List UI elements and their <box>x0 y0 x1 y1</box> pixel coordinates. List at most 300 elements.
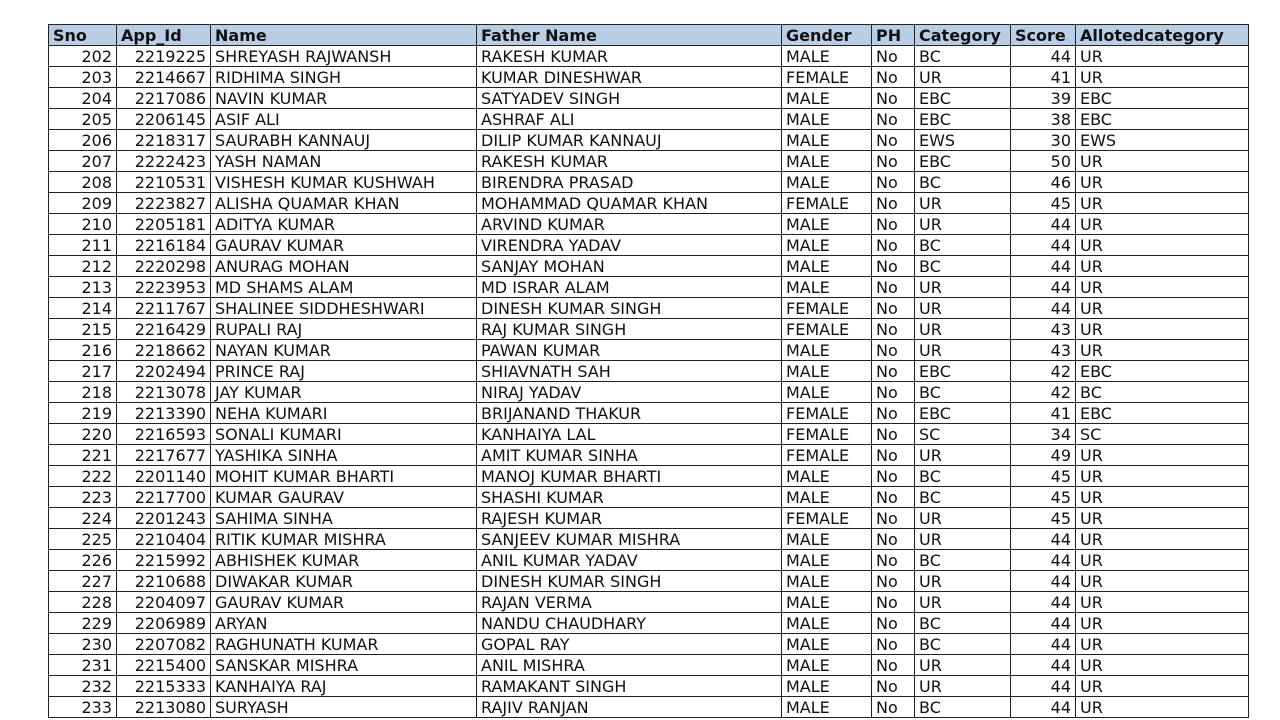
cell-gender: MALE <box>782 697 872 718</box>
cell-score: 46 <box>1011 172 1076 193</box>
cell-gender: MALE <box>782 529 872 550</box>
cell-name: PRINCE RAJ <box>211 361 477 382</box>
cell-gender: FEMALE <box>782 298 872 319</box>
cell-category: BC <box>915 172 1011 193</box>
cell-gender: MALE <box>782 130 872 151</box>
cell-father-name: NIRAJ YADAV <box>477 382 782 403</box>
cell-ph: No <box>872 319 915 340</box>
cell-name: MD SHAMS ALAM <box>211 277 477 298</box>
cell-alloted-category: UR <box>1076 487 1249 508</box>
cell-ph: No <box>872 193 915 214</box>
cell-ph: No <box>872 634 915 655</box>
cell-app-id: 2216429 <box>117 319 211 340</box>
cell-gender: MALE <box>782 172 872 193</box>
cell-ph: No <box>872 214 915 235</box>
cell-father-name: SANJEEV KUMAR MISHRA <box>477 529 782 550</box>
cell-gender: MALE <box>782 487 872 508</box>
cell-alloted-category: UR <box>1076 613 1249 634</box>
cell-ph: No <box>872 130 915 151</box>
table-row <box>49 487 1249 508</box>
cell-app-id: 2215333 <box>117 676 211 697</box>
cell-sno: 207 <box>49 151 117 172</box>
table-row <box>49 277 1249 298</box>
cell-father-name: ARVIND KUMAR <box>477 214 782 235</box>
cell-alloted-category: SC <box>1076 424 1249 445</box>
cell-name: JAY KUMAR <box>211 382 477 403</box>
cell-father-name: ANIL MISHRA <box>477 655 782 676</box>
cell-alloted-category: UR <box>1076 172 1249 193</box>
cell-name: ARYAN <box>211 613 477 634</box>
cell-father-name: PAWAN KUMAR <box>477 340 782 361</box>
cell-alloted-category: UR <box>1076 697 1249 718</box>
table-row <box>49 676 1249 697</box>
cell-score: 45 <box>1011 487 1076 508</box>
cell-category: UR <box>915 676 1011 697</box>
cell-category: UR <box>915 529 1011 550</box>
cell-ph: No <box>872 340 915 361</box>
cell-alloted-category: UR <box>1076 235 1249 256</box>
cell-name: YASH NAMAN <box>211 151 477 172</box>
cell-score: 44 <box>1011 277 1076 298</box>
cell-ph: No <box>872 256 915 277</box>
cell-score: 34 <box>1011 424 1076 445</box>
cell-father-name: BRIJANAND THAKUR <box>477 403 782 424</box>
cell-app-id: 2201243 <box>117 508 211 529</box>
cell-ph: No <box>872 277 915 298</box>
cell-category: BC <box>915 550 1011 571</box>
cell-score: 44 <box>1011 235 1076 256</box>
cell-gender: MALE <box>782 655 872 676</box>
cell-father-name: MANOJ KUMAR BHARTI <box>477 466 782 487</box>
cell-name: NEHA KUMARI <box>211 403 477 424</box>
cell-ph: No <box>872 46 915 67</box>
cell-score: 43 <box>1011 340 1076 361</box>
cell-gender: MALE <box>782 613 872 634</box>
cell-name: ASIF ALI <box>211 109 477 130</box>
table-row <box>49 193 1249 214</box>
cell-score: 45 <box>1011 508 1076 529</box>
table-row <box>49 424 1249 445</box>
cell-gender: MALE <box>782 676 872 697</box>
cell-ph: No <box>872 382 915 403</box>
cell-category: UR <box>915 214 1011 235</box>
cell-father-name: DILIP KUMAR KANNAUJ <box>477 130 782 151</box>
cell-alloted-category: UR <box>1076 634 1249 655</box>
table-row <box>49 67 1249 88</box>
table-body <box>49 46 1249 718</box>
cell-app-id: 2217677 <box>117 445 211 466</box>
cell-app-id: 2223827 <box>117 193 211 214</box>
cell-sno: 209 <box>49 193 117 214</box>
cell-ph: No <box>872 235 915 256</box>
cell-app-id: 2206989 <box>117 613 211 634</box>
cell-gender: MALE <box>782 634 872 655</box>
cell-alloted-category: UR <box>1076 508 1249 529</box>
cell-ph: No <box>872 151 915 172</box>
cell-gender: FEMALE <box>782 445 872 466</box>
cell-gender: MALE <box>782 235 872 256</box>
cell-ph: No <box>872 424 915 445</box>
cell-app-id: 2211767 <box>117 298 211 319</box>
cell-app-id: 2213078 <box>117 382 211 403</box>
cell-name: RUPALI RAJ <box>211 319 477 340</box>
table-row <box>49 655 1249 676</box>
table-row <box>49 592 1249 613</box>
cell-category: BC <box>915 235 1011 256</box>
cell-sno: 220 <box>49 424 117 445</box>
cell-ph: No <box>872 67 915 88</box>
cell-alloted-category: UR <box>1076 466 1249 487</box>
cell-category: UR <box>915 319 1011 340</box>
cell-score: 41 <box>1011 403 1076 424</box>
table-row <box>49 697 1249 718</box>
cell-score: 45 <box>1011 466 1076 487</box>
cell-app-id: 2223953 <box>117 277 211 298</box>
cell-alloted-category: UR <box>1076 550 1249 571</box>
cell-gender: FEMALE <box>782 67 872 88</box>
cell-father-name: DINESH KUMAR SINGH <box>477 298 782 319</box>
cell-alloted-category: UR <box>1076 214 1249 235</box>
cell-score: 44 <box>1011 571 1076 592</box>
cell-category: BC <box>915 634 1011 655</box>
cell-name: ANURAG MOHAN <box>211 256 477 277</box>
cell-name: SANSKAR MISHRA <box>211 655 477 676</box>
cell-sno: 222 <box>49 466 117 487</box>
cell-name: SONALI KUMARI <box>211 424 477 445</box>
cell-gender: MALE <box>782 571 872 592</box>
cell-category: BC <box>915 487 1011 508</box>
cell-name: ADITYA KUMAR <box>211 214 477 235</box>
cell-name: SURYASH <box>211 697 477 718</box>
cell-ph: No <box>872 172 915 193</box>
cell-score: 44 <box>1011 634 1076 655</box>
cell-score: 49 <box>1011 445 1076 466</box>
cell-name: VISHESH KUMAR KUSHWAH <box>211 172 477 193</box>
header-row <box>49 25 1249 46</box>
cell-sno: 215 <box>49 319 117 340</box>
cell-sno: 216 <box>49 340 117 361</box>
cell-father-name: RAJIV RANJAN <box>477 697 782 718</box>
cell-app-id: 2216593 <box>117 424 211 445</box>
cell-category: EBC <box>915 109 1011 130</box>
cell-father-name: SANJAY MOHAN <box>477 256 782 277</box>
cell-alloted-category: UR <box>1076 571 1249 592</box>
cell-app-id: 2214667 <box>117 67 211 88</box>
cell-father-name: RAKESH KUMAR <box>477 46 782 67</box>
header-category: Category <box>915 25 1011 46</box>
cell-alloted-category: UR <box>1076 67 1249 88</box>
cell-score: 39 <box>1011 88 1076 109</box>
cell-score: 41 <box>1011 67 1076 88</box>
cell-name: DIWAKAR KUMAR <box>211 571 477 592</box>
cell-ph: No <box>872 613 915 634</box>
cell-score: 44 <box>1011 697 1076 718</box>
cell-father-name: RAKESH KUMAR <box>477 151 782 172</box>
cell-sno: 202 <box>49 46 117 67</box>
cell-score: 42 <box>1011 361 1076 382</box>
cell-gender: MALE <box>782 466 872 487</box>
cell-father-name: ANIL KUMAR YADAV <box>477 550 782 571</box>
cell-category: UR <box>915 67 1011 88</box>
cell-alloted-category: EBC <box>1076 403 1249 424</box>
cell-score: 43 <box>1011 319 1076 340</box>
cell-ph: No <box>872 592 915 613</box>
cell-father-name: BIRENDRA PRASAD <box>477 172 782 193</box>
cell-sno: 204 <box>49 88 117 109</box>
header-sno: Sno <box>49 25 117 46</box>
cell-sno: 227 <box>49 571 117 592</box>
cell-app-id: 2219225 <box>117 46 211 67</box>
cell-app-id: 2216184 <box>117 235 211 256</box>
cell-name: KUMAR GAURAV <box>211 487 477 508</box>
cell-category: UR <box>915 592 1011 613</box>
cell-gender: FEMALE <box>782 193 872 214</box>
cell-app-id: 2217700 <box>117 487 211 508</box>
cell-app-id: 2217086 <box>117 88 211 109</box>
header-app-id: App_Id <box>117 25 211 46</box>
cell-ph: No <box>872 403 915 424</box>
cell-father-name: AMIT KUMAR SINHA <box>477 445 782 466</box>
cell-score: 38 <box>1011 109 1076 130</box>
cell-app-id: 2220298 <box>117 256 211 277</box>
cell-name: ABHISHEK KUMAR <box>211 550 477 571</box>
cell-alloted-category: UR <box>1076 592 1249 613</box>
cell-category: EBC <box>915 361 1011 382</box>
cell-ph: No <box>872 88 915 109</box>
cell-alloted-category: UR <box>1076 298 1249 319</box>
cell-gender: MALE <box>782 550 872 571</box>
cell-father-name: NANDU CHAUDHARY <box>477 613 782 634</box>
cell-name: GAURAV KUMAR <box>211 592 477 613</box>
cell-sno: 232 <box>49 676 117 697</box>
cell-gender: MALE <box>782 256 872 277</box>
cell-ph: No <box>872 445 915 466</box>
cell-app-id: 2215992 <box>117 550 211 571</box>
cell-father-name: RAJESH KUMAR <box>477 508 782 529</box>
cell-father-name: MOHAMMAD QUAMAR KHAN <box>477 193 782 214</box>
cell-ph: No <box>872 676 915 697</box>
cell-alloted-category: UR <box>1076 529 1249 550</box>
cell-father-name: SHIAVNATH SAH <box>477 361 782 382</box>
cell-father-name: MD ISRAR ALAM <box>477 277 782 298</box>
cell-category: UR <box>915 655 1011 676</box>
table-row <box>49 151 1249 172</box>
cell-sno: 211 <box>49 235 117 256</box>
cell-father-name: RAMAKANT SINGH <box>477 676 782 697</box>
cell-name: NAYAN KUMAR <box>211 340 477 361</box>
cell-father-name: RAJ KUMAR SINGH <box>477 319 782 340</box>
cell-app-id: 2206145 <box>117 109 211 130</box>
cell-gender: MALE <box>782 88 872 109</box>
table-row <box>49 298 1249 319</box>
table-row <box>49 445 1249 466</box>
cell-name: SAHIMA SINHA <box>211 508 477 529</box>
cell-gender: MALE <box>782 592 872 613</box>
cell-alloted-category: UR <box>1076 151 1249 172</box>
cell-score: 50 <box>1011 151 1076 172</box>
cell-sno: 233 <box>49 697 117 718</box>
cell-father-name: DINESH KUMAR SINGH <box>477 571 782 592</box>
cell-sno: 226 <box>49 550 117 571</box>
cell-gender: MALE <box>782 109 872 130</box>
table-row <box>49 529 1249 550</box>
cell-alloted-category: UR <box>1076 277 1249 298</box>
cell-sno: 223 <box>49 487 117 508</box>
cell-name: SAURABH KANNAUJ <box>211 130 477 151</box>
cell-gender: MALE <box>782 46 872 67</box>
cell-sno: 217 <box>49 361 117 382</box>
cell-category: EBC <box>915 88 1011 109</box>
header-ph: PH <box>872 25 915 46</box>
table-row <box>49 466 1249 487</box>
cell-alloted-category: UR <box>1076 319 1249 340</box>
cell-ph: No <box>872 466 915 487</box>
cell-app-id: 2210531 <box>117 172 211 193</box>
cell-name: GAURAV KUMAR <box>211 235 477 256</box>
header-father-name: Father Name <box>477 25 782 46</box>
cell-gender: FEMALE <box>782 424 872 445</box>
cell-sno: 228 <box>49 592 117 613</box>
cell-alloted-category: UR <box>1076 256 1249 277</box>
cell-ph: No <box>872 109 915 130</box>
cell-app-id: 2205181 <box>117 214 211 235</box>
table-row <box>49 571 1249 592</box>
header-score: Score <box>1011 25 1076 46</box>
cell-ph: No <box>872 529 915 550</box>
cell-app-id: 2204097 <box>117 592 211 613</box>
cell-category: BC <box>915 382 1011 403</box>
cell-gender: MALE <box>782 214 872 235</box>
cell-category: UR <box>915 508 1011 529</box>
table-row <box>49 403 1249 424</box>
cell-sno: 214 <box>49 298 117 319</box>
cell-category: SC <box>915 424 1011 445</box>
cell-app-id: 2213080 <box>117 697 211 718</box>
table-row <box>49 550 1249 571</box>
table-row <box>49 508 1249 529</box>
cell-gender: MALE <box>782 340 872 361</box>
cell-sno: 231 <box>49 655 117 676</box>
table-row <box>49 319 1249 340</box>
cell-alloted-category: UR <box>1076 655 1249 676</box>
cell-category: UR <box>915 193 1011 214</box>
cell-name: KANHAIYA RAJ <box>211 676 477 697</box>
cell-alloted-category: UR <box>1076 340 1249 361</box>
cell-name: MOHIT KUMAR BHARTI <box>211 466 477 487</box>
table-row <box>49 109 1249 130</box>
cell-father-name: SATYADEV SINGH <box>477 88 782 109</box>
cell-ph: No <box>872 487 915 508</box>
cell-father-name: GOPAL RAY <box>477 634 782 655</box>
table-row <box>49 634 1249 655</box>
cell-category: UR <box>915 571 1011 592</box>
cell-app-id: 2213390 <box>117 403 211 424</box>
table-row <box>49 340 1249 361</box>
cell-score: 44 <box>1011 46 1076 67</box>
cell-category: BC <box>915 466 1011 487</box>
cell-category: BC <box>915 697 1011 718</box>
table-row <box>49 214 1249 235</box>
cell-name: RITIK KUMAR MISHRA <box>211 529 477 550</box>
cell-category: UR <box>915 298 1011 319</box>
cell-score: 44 <box>1011 655 1076 676</box>
cell-app-id: 2202494 <box>117 361 211 382</box>
cell-score: 42 <box>1011 382 1076 403</box>
cell-name: RIDHIMA SINGH <box>211 67 477 88</box>
cell-category: UR <box>915 445 1011 466</box>
cell-name: SHALINEE SIDDHESHWARI <box>211 298 477 319</box>
cell-score: 44 <box>1011 676 1076 697</box>
cell-alloted-category: UR <box>1076 46 1249 67</box>
header-alloted-category: Allotedcategory <box>1076 25 1249 46</box>
cell-father-name: RAJAN VERMA <box>477 592 782 613</box>
cell-score: 45 <box>1011 193 1076 214</box>
table-row <box>49 46 1249 67</box>
cell-score: 44 <box>1011 256 1076 277</box>
cell-sno: 208 <box>49 172 117 193</box>
cell-sno: 213 <box>49 277 117 298</box>
cell-sno: 212 <box>49 256 117 277</box>
cell-alloted-category: UR <box>1076 193 1249 214</box>
cell-sno: 206 <box>49 130 117 151</box>
cell-sno: 221 <box>49 445 117 466</box>
cell-sno: 203 <box>49 67 117 88</box>
cell-sno: 229 <box>49 613 117 634</box>
cell-alloted-category: EBC <box>1076 88 1249 109</box>
cell-name: NAVIN KUMAR <box>211 88 477 109</box>
table-header <box>49 25 1249 46</box>
table-row <box>49 382 1249 403</box>
cell-alloted-category: UR <box>1076 676 1249 697</box>
cell-ph: No <box>872 697 915 718</box>
table-row <box>49 361 1249 382</box>
cell-app-id: 2218662 <box>117 340 211 361</box>
cell-category: UR <box>915 277 1011 298</box>
cell-score: 44 <box>1011 214 1076 235</box>
cell-father-name: KANHAIYA LAL <box>477 424 782 445</box>
cell-score: 44 <box>1011 613 1076 634</box>
cell-category: BC <box>915 46 1011 67</box>
cell-father-name: KUMAR DINESHWAR <box>477 67 782 88</box>
cell-sno: 205 <box>49 109 117 130</box>
cell-category: EBC <box>915 151 1011 172</box>
cell-father-name: VIRENDRA YADAV <box>477 235 782 256</box>
cell-ph: No <box>872 298 915 319</box>
cell-score: 44 <box>1011 550 1076 571</box>
cell-ph: No <box>872 571 915 592</box>
cell-alloted-category: UR <box>1076 445 1249 466</box>
cell-app-id: 2215400 <box>117 655 211 676</box>
cell-app-id: 2207082 <box>117 634 211 655</box>
merit-list-table <box>48 24 1249 718</box>
cell-ph: No <box>872 550 915 571</box>
table-row <box>49 88 1249 109</box>
table-row <box>49 130 1249 151</box>
cell-sno: 210 <box>49 214 117 235</box>
cell-gender: MALE <box>782 382 872 403</box>
cell-alloted-category: EBC <box>1076 361 1249 382</box>
cell-father-name: ASHRAF ALI <box>477 109 782 130</box>
cell-category: EWS <box>915 130 1011 151</box>
cell-category: BC <box>915 256 1011 277</box>
cell-ph: No <box>872 655 915 676</box>
cell-app-id: 2201140 <box>117 466 211 487</box>
cell-app-id: 2210688 <box>117 571 211 592</box>
cell-score: 44 <box>1011 298 1076 319</box>
cell-ph: No <box>872 361 915 382</box>
header-gender: Gender <box>782 25 872 46</box>
cell-gender: FEMALE <box>782 508 872 529</box>
